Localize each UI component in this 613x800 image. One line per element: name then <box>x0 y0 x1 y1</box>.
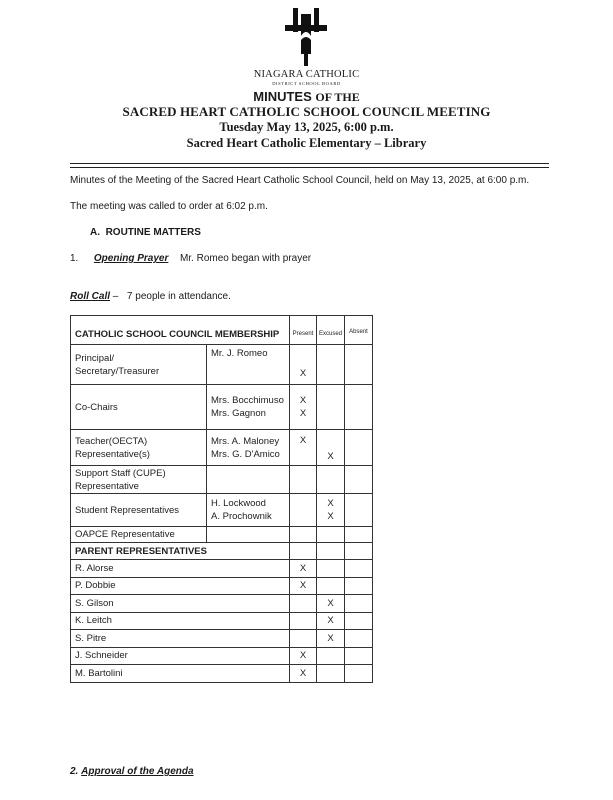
excused-cell <box>317 494 345 527</box>
excused-cell <box>317 577 345 595</box>
excused-cell <box>317 665 345 683</box>
col-present: Present <box>290 316 317 345</box>
absent-cell <box>345 430 373 466</box>
table-row <box>71 612 373 630</box>
meeting-title: SACRED HEART CATHOLIC SCHOOL COUNCIL MEETING <box>122 104 491 119</box>
parent-name: J. Schneider <box>71 647 290 665</box>
names-cell <box>207 494 290 527</box>
excused-cell <box>317 527 345 543</box>
present-cell <box>290 527 317 543</box>
present-cell <box>290 385 317 430</box>
role-cell <box>71 430 207 466</box>
excused-cell: X <box>317 630 345 648</box>
names-cell <box>207 430 290 466</box>
present-cell: X <box>290 560 317 578</box>
excused-cell <box>317 647 345 665</box>
absent-cell <box>345 466 373 494</box>
cross-logo-icon <box>283 6 329 68</box>
names-cell <box>207 385 290 430</box>
item2-label: Approval of the Agenda <box>81 766 194 777</box>
role-cell-text: OAPCE Representative <box>75 529 175 540</box>
role-cell-text: Student Representatives <box>75 504 180 516</box>
absent-cell <box>345 560 373 578</box>
names-cell <box>207 345 290 385</box>
absent-cell <box>345 527 373 543</box>
col-absent: Absent <box>345 316 373 345</box>
excused-cell <box>317 466 345 494</box>
present-cell <box>290 466 317 494</box>
section-title: ROUTINE MATTERS <box>105 227 201 238</box>
absent-cell <box>345 665 373 683</box>
excused-cell <box>317 345 345 385</box>
role-cell <box>71 345 207 385</box>
names-cell-text: Mrs. Bocchimuso <box>211 395 284 406</box>
item-text: Mr. Romeo began with prayer <box>179 253 312 264</box>
role-cell-text: Teacher(OECTA) <box>75 435 148 447</box>
names-cell-text: A. Prochownik <box>211 511 272 522</box>
table-title: CATHOLIC SCHOOL COUNCIL MEMBERSHIP <box>71 316 290 345</box>
table-row <box>71 430 373 466</box>
present-cell: X <box>290 647 317 665</box>
section-letter: A. <box>90 227 100 238</box>
minutes-heading <box>0 89 613 105</box>
present-cell <box>290 494 317 527</box>
present-cell-text: X <box>299 408 307 419</box>
present-cell: X <box>290 665 317 683</box>
parent-rows <box>71 560 373 683</box>
table-row <box>71 494 373 527</box>
role-cell-text: Support Staff (CUPE) <box>75 467 166 479</box>
board-subtitle: DISTRICT SCHOOL BOARD <box>272 81 341 86</box>
names-cell <box>207 527 290 543</box>
roll-call-dash: – <box>110 291 119 302</box>
present-cell <box>290 595 317 613</box>
excused-cell <box>317 385 345 430</box>
table-row <box>71 630 373 648</box>
names-cell-text: Mrs. G. D'Amico <box>211 448 280 460</box>
parent-header: PARENT REPRESENTATIVES <box>71 543 290 560</box>
present-cell: X <box>290 577 317 595</box>
role-cell-text: Representative <box>75 480 139 492</box>
role-cell-text: Principal/ <box>75 352 115 364</box>
absent-cell <box>345 577 373 595</box>
present-cell <box>290 612 317 630</box>
call-to-order-line: The meeting was called to order at 6:02 p.m. <box>70 201 268 212</box>
absent-cell <box>345 385 373 430</box>
absent-cell <box>345 630 373 648</box>
item2-number: 2. <box>70 766 79 777</box>
excused-cell-text: X <box>327 511 334 522</box>
section-a-heading <box>90 227 201 238</box>
excused-cell <box>317 560 345 578</box>
present-cell-text: X <box>299 368 307 379</box>
absent-cell <box>345 612 373 630</box>
parent-header-row <box>71 543 373 560</box>
excused-cell: X <box>317 595 345 613</box>
parent-name: S. Gilson <box>71 595 290 613</box>
roll-call-line <box>70 291 231 302</box>
names-cell-text: Mr. J. Romeo <box>211 348 268 359</box>
names-cell-text: Mrs. Gagnon <box>211 408 266 419</box>
names-cell <box>207 466 290 494</box>
header-divider-bottom <box>70 167 549 168</box>
item-opening-prayer <box>70 253 311 264</box>
table-row <box>71 527 373 543</box>
table-row <box>71 385 373 430</box>
parent-name: R. Alorse <box>71 560 290 578</box>
table-row <box>71 560 373 578</box>
item-number: 1. <box>70 253 79 264</box>
header-divider-top <box>70 163 549 164</box>
excused-cell-text: X <box>327 451 334 462</box>
table-row <box>71 647 373 665</box>
role-cell <box>71 494 207 527</box>
role-cell <box>71 466 207 494</box>
excused-cell <box>317 430 345 466</box>
role-rows <box>71 345 373 543</box>
present-cell-text: X <box>299 395 307 406</box>
present-cell <box>290 630 317 648</box>
role-cell <box>71 385 207 430</box>
absent-cell <box>345 494 373 527</box>
roll-call-label: Roll Call <box>70 291 111 302</box>
table-row <box>71 665 373 683</box>
parent-name: K. Leitch <box>71 612 290 630</box>
role-cell-text: Co-Chairs <box>75 401 118 413</box>
present-cell <box>290 430 317 466</box>
parent-name: M. Bartolini <box>71 665 290 683</box>
table-row <box>71 345 373 385</box>
table-row <box>71 466 373 494</box>
item-approval-agenda <box>70 766 194 777</box>
of-the-text: OF THE <box>315 90 360 104</box>
intro-line: Minutes of the Meeting of the Sacred Heart Catholic School Council, held on May 13, 2025, at 6:00 p.m. <box>70 175 530 186</box>
absent-cell <box>345 647 373 665</box>
excused-cell: X <box>317 612 345 630</box>
table-row <box>71 595 373 613</box>
membership-table <box>70 315 373 683</box>
table-header-row <box>71 316 373 345</box>
parent-name: S. Pitre <box>71 630 290 648</box>
excused-cell-text: X <box>327 498 334 509</box>
meeting-location: Sacred Heart Catholic Elementary – Library <box>186 136 427 150</box>
role-cell-text: Representative(s) <box>75 448 150 460</box>
item-label: Opening Prayer <box>93 253 169 264</box>
names-cell-text: Mrs. A. Maloney <box>211 435 280 447</box>
present-cell <box>290 345 317 385</box>
absent-cell <box>345 345 373 385</box>
meeting-date-time: Tuesday May 13, 2025, 6:00 p.m. <box>219 120 394 134</box>
minutes-word: MINUTES <box>253 89 312 104</box>
present-cell-text: X <box>299 435 307 446</box>
table-row <box>71 577 373 595</box>
role-cell-text: Secretary/Treasurer <box>75 365 160 377</box>
parent-name: P. Dobbie <box>71 577 290 595</box>
col-excused: Excused <box>317 316 345 345</box>
roll-call-text: 7 people in attendance. <box>126 291 231 302</box>
board-name: NIAGARA CATHOLIC <box>253 69 360 80</box>
names-cell-text: H. Lockwood <box>211 498 266 509</box>
absent-cell <box>345 595 373 613</box>
role-cell <box>71 527 207 543</box>
